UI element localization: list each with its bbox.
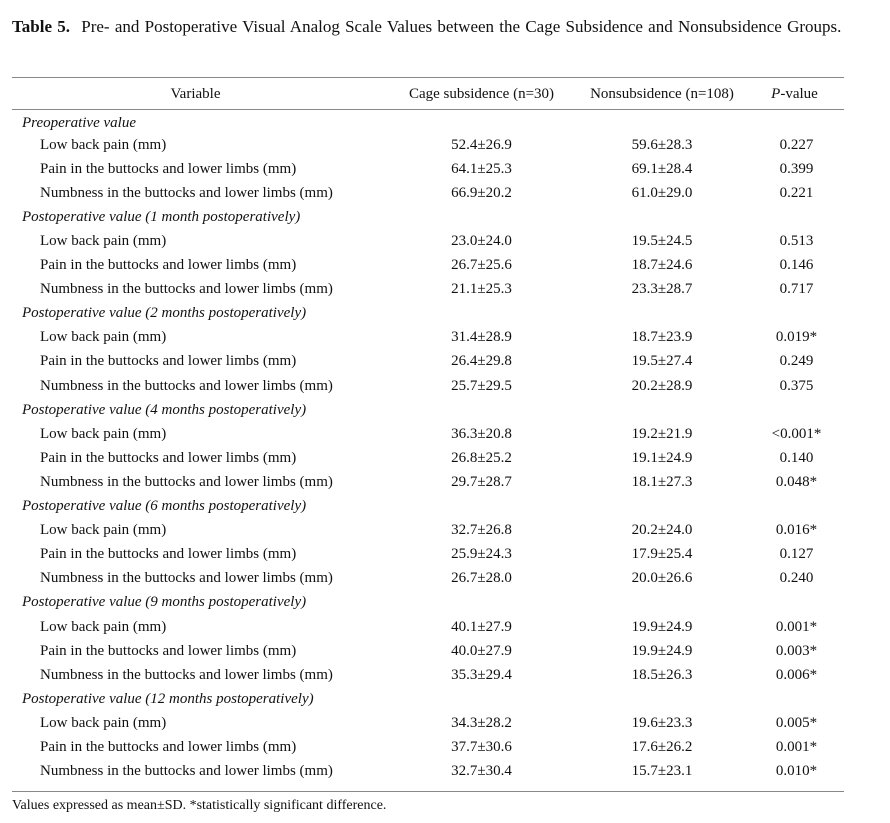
table-row [12, 760, 844, 784]
row-label: Pain in the buttocks and lower limbs (mm) [40, 546, 297, 563]
row-label: Numbness in the buttocks and lower limbs (mm) [40, 281, 333, 298]
group-title: Postoperative value (9 months postoperatively) [22, 594, 307, 611]
table-row [12, 615, 844, 639]
cell-p-value: 0.249 [779, 353, 814, 370]
cell-p-value: 0.001* [775, 618, 818, 635]
table-row [12, 254, 844, 278]
table-row [12, 229, 844, 253]
cell-nonsubsidence: 18.7±23.9 [631, 329, 693, 346]
cell-cage-subsidence: 37.7±30.6 [451, 738, 512, 755]
cell-p-value: 0.146 [779, 257, 814, 274]
cell-p-value: 0.227 [779, 136, 814, 153]
row-label: Numbness in the buttocks and lower limbs (mm) [40, 473, 333, 490]
cell-nonsubsidence: 19.5±27.4 [631, 353, 693, 370]
cell-cage-subsidence: 36.3±20.8 [451, 425, 512, 442]
group-title: Postoperative value (4 months postoperatively) [22, 401, 307, 418]
header-p-value [745, 80, 844, 109]
row-label: Low back pain (mm) [40, 522, 167, 539]
cell-p-value: 0.019* [775, 329, 818, 346]
cell-cage-subsidence: 31.4±28.9 [451, 329, 512, 346]
header-p-suffix: -value [780, 86, 818, 102]
row-label: Pain in the buttocks and lower limbs (mm) [40, 449, 297, 466]
cell-cage-subsidence: 23.0±24.0 [451, 233, 512, 250]
cell-nonsubsidence: 18.7±24.6 [631, 257, 693, 274]
row-label: Low back pain (mm) [40, 425, 167, 442]
table-row [12, 639, 844, 663]
row-label: Pain in the buttocks and lower limbs (mm) [40, 642, 297, 659]
row-label: Numbness in the buttocks and lower limbs (mm) [40, 666, 333, 683]
group-row [12, 495, 844, 519]
group-title: Postoperative value (6 months postoperatively) [22, 498, 307, 515]
cell-nonsubsidence: 61.0±29.0 [631, 184, 693, 201]
cell-p-value: <0.001* [771, 425, 822, 442]
cell-cage-subsidence: 26.4±29.8 [451, 353, 512, 370]
cell-nonsubsidence: 69.1±28.4 [631, 160, 693, 177]
cell-cage-subsidence: 25.9±24.3 [451, 546, 512, 563]
row-label: Low back pain (mm) [40, 136, 167, 153]
cell-nonsubsidence: 19.9±24.9 [631, 618, 693, 635]
cell-cage-subsidence: 26.7±28.0 [451, 570, 512, 587]
table-number: Table 5. [12, 17, 71, 36]
table-row [12, 543, 844, 567]
vas-table [12, 80, 844, 784]
cell-p-value: 0.399 [779, 160, 814, 177]
group-row [12, 398, 844, 422]
table-row [12, 519, 844, 543]
table-row [12, 422, 844, 446]
row-label: Low back pain (mm) [40, 233, 167, 250]
cell-p-value: 0.127 [779, 546, 814, 563]
cell-nonsubsidence: 19.2±21.9 [631, 425, 693, 442]
cell-nonsubsidence: 19.6±23.3 [631, 714, 693, 731]
row-label: Low back pain (mm) [40, 714, 167, 731]
header-variable: Variable [170, 86, 221, 102]
row-label: Numbness in the buttocks and lower limbs (mm) [40, 570, 333, 587]
cell-nonsubsidence: 17.9±25.4 [631, 546, 693, 563]
cell-nonsubsidence: 20.2±24.0 [631, 522, 693, 539]
cell-p-value: 0.006* [775, 666, 818, 683]
cell-nonsubsidence: 18.1±27.3 [631, 473, 693, 490]
table-row [12, 350, 844, 374]
group-row [12, 302, 844, 326]
table-row [12, 446, 844, 470]
cell-cage-subsidence: 40.0±27.9 [451, 642, 512, 659]
header-cage-subsidence: Cage subsidence (n=30) [408, 86, 555, 102]
header-nonsubsidence: Nonsubsidence (n=108) [590, 86, 734, 102]
cell-nonsubsidence: 23.3±28.7 [631, 281, 693, 298]
table-body [12, 109, 844, 784]
cell-cage-subsidence: 32.7±30.4 [451, 763, 512, 780]
cell-nonsubsidence: 19.5±24.5 [631, 233, 693, 250]
table-row [12, 181, 844, 205]
cell-cage-subsidence: 32.7±26.8 [451, 522, 512, 539]
table-row [12, 567, 844, 591]
cell-cage-subsidence: 26.8±25.2 [451, 449, 512, 466]
cell-cage-subsidence: 25.7±29.5 [451, 377, 512, 394]
row-label: Numbness in the buttocks and lower limbs (mm) [40, 377, 333, 394]
group-row [12, 205, 844, 229]
table-row [12, 133, 844, 157]
group-title: Postoperative value (2 months postoperatively) [22, 305, 307, 322]
table-caption [12, 15, 852, 39]
cell-p-value: 0.001* [775, 738, 818, 755]
cell-nonsubsidence: 19.9±24.9 [631, 642, 693, 659]
row-label: Numbness in the buttocks and lower limbs (mm) [40, 763, 333, 780]
cell-p-value: 0.240 [779, 570, 814, 587]
table-footnote: Values expressed as mean±SD. *statistically significant difference. [12, 798, 387, 813]
cell-nonsubsidence: 59.6±28.3 [631, 136, 693, 153]
row-label: Pain in the buttocks and lower limbs (mm) [40, 353, 297, 370]
cell-p-value: 0.016* [775, 522, 818, 539]
cell-p-value: 0.221 [779, 184, 814, 201]
cell-cage-subsidence: 66.9±20.2 [451, 184, 512, 201]
cell-nonsubsidence: 20.0±26.6 [631, 570, 693, 587]
cell-p-value: 0.010* [775, 763, 818, 780]
row-label: Pain in the buttocks and lower limbs (mm) [40, 160, 297, 177]
group-row [12, 109, 844, 133]
row-label: Pain in the buttocks and lower limbs (mm) [40, 257, 297, 274]
group-row [12, 687, 844, 711]
row-label: Pain in the buttocks and lower limbs (mm) [40, 738, 297, 755]
cell-cage-subsidence: 40.1±27.9 [451, 618, 512, 635]
header-row [12, 80, 844, 109]
group-title: Postoperative value (12 months postoperatively) [22, 690, 314, 707]
table-top-rule [12, 77, 844, 78]
table-row [12, 663, 844, 687]
row-label: Low back pain (mm) [40, 618, 167, 635]
cell-cage-subsidence: 64.1±25.3 [451, 160, 512, 177]
cell-nonsubsidence: 17.6±26.2 [631, 738, 693, 755]
row-label: Low back pain (mm) [40, 329, 167, 346]
cell-cage-subsidence: 29.7±28.7 [451, 473, 512, 490]
table-row [12, 470, 844, 494]
cell-p-value: 0.048* [775, 473, 818, 490]
cell-p-value: 0.140 [779, 449, 814, 466]
cell-nonsubsidence: 15.7±23.1 [631, 763, 693, 780]
table-bottom-rule [12, 791, 844, 792]
cell-cage-subsidence: 35.3±29.4 [451, 666, 512, 683]
group-row [12, 591, 844, 615]
header-p-letter: P [771, 86, 781, 102]
table-row [12, 735, 844, 759]
cell-cage-subsidence: 52.4±26.9 [451, 136, 512, 153]
cell-nonsubsidence: 19.1±24.9 [631, 449, 693, 466]
table-row [12, 157, 844, 181]
cell-p-value: 0.375 [779, 377, 814, 394]
cell-p-value: 0.513 [779, 233, 814, 250]
table-title: Pre- and Postoperative Visual Analog Scale Values between the Cage Subsidence and Nonsubsidence Groups. [81, 17, 842, 36]
table-header [12, 80, 844, 109]
cell-cage-subsidence: 21.1±25.3 [451, 281, 512, 298]
table-row [12, 278, 844, 302]
table-row [12, 711, 844, 735]
cell-nonsubsidence: 18.5±26.3 [631, 666, 693, 683]
cell-p-value: 0.717 [779, 281, 814, 298]
row-label: Numbness in the buttocks and lower limbs (mm) [40, 184, 333, 201]
group-title: Preoperative value [22, 114, 136, 131]
cell-p-value: 0.005* [775, 714, 818, 731]
cell-nonsubsidence: 20.2±28.9 [631, 377, 693, 394]
cell-p-value: 0.003* [775, 642, 818, 659]
group-title: Postoperative value (1 month postoperatively) [22, 208, 301, 225]
table-row [12, 326, 844, 350]
cell-cage-subsidence: 34.3±28.2 [451, 714, 512, 731]
cell-cage-subsidence: 26.7±25.6 [451, 257, 512, 274]
table-row [12, 374, 844, 398]
